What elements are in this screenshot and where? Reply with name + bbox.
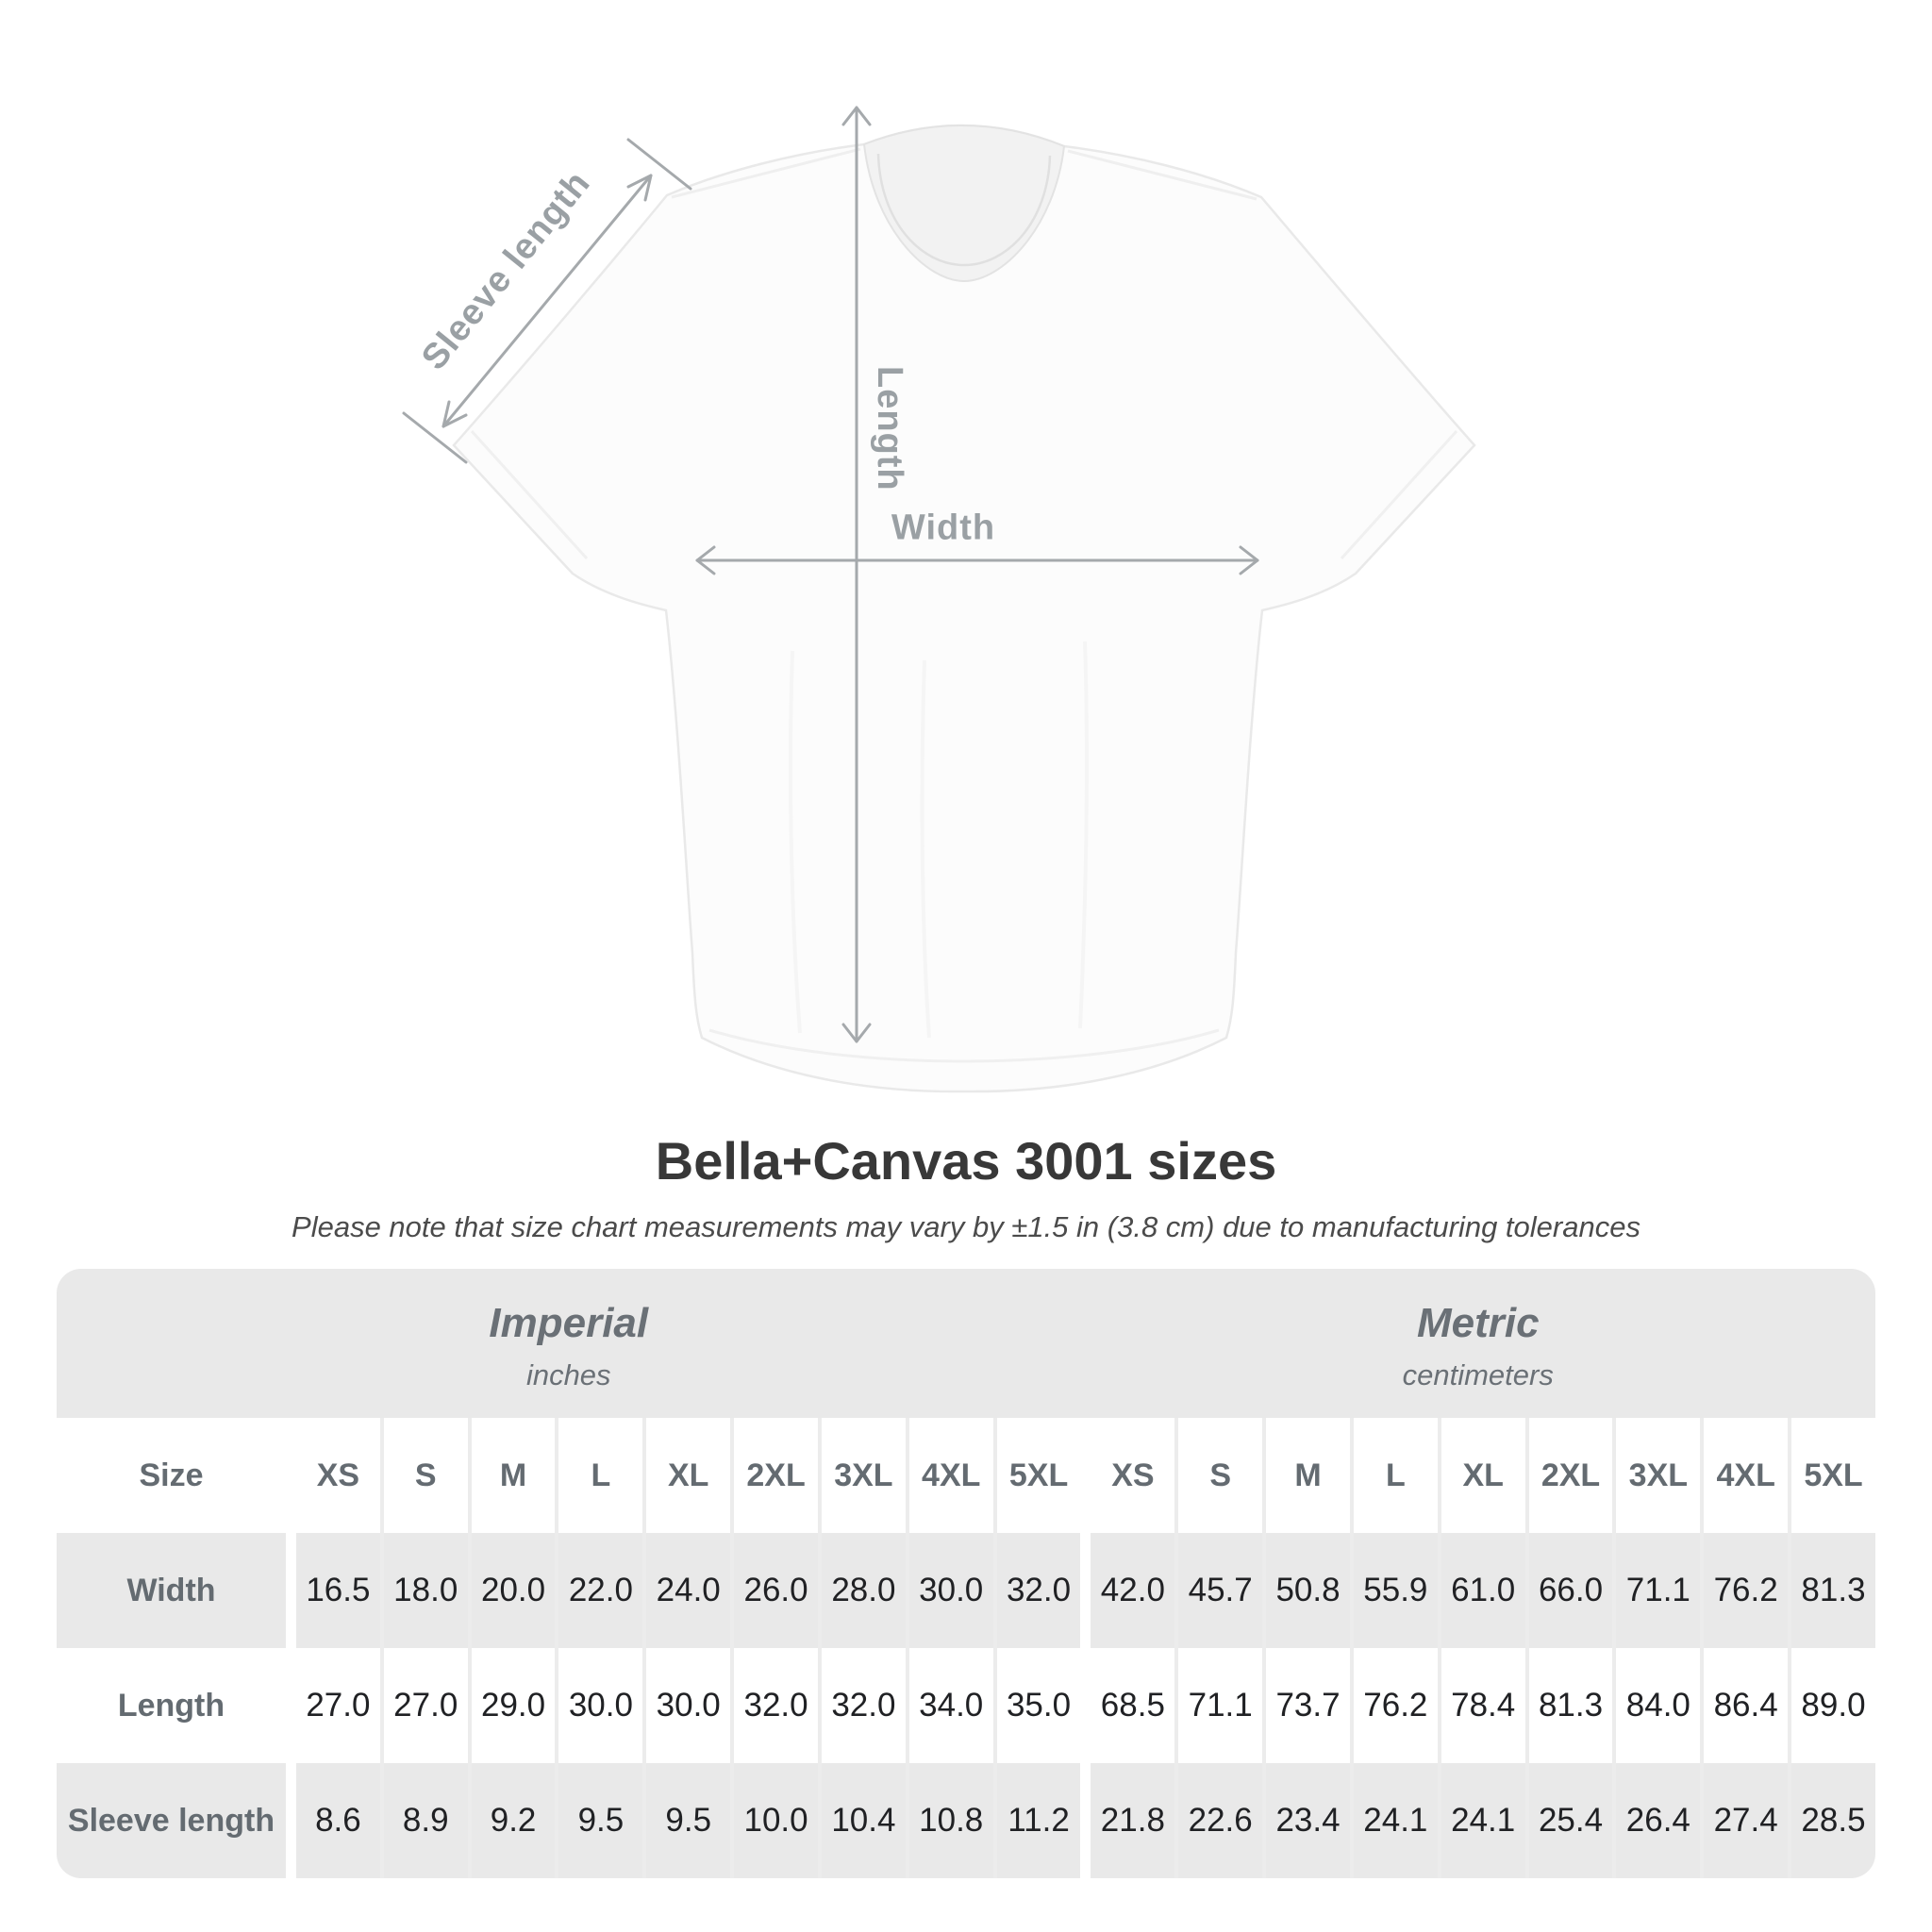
size-header-cell: L (1350, 1418, 1438, 1533)
value-cell: 76.2 (1350, 1648, 1438, 1763)
size-header-cell: M (1262, 1418, 1350, 1533)
size-header-cell: S (380, 1418, 468, 1533)
value-cell: 66.0 (1525, 1533, 1613, 1648)
length-row-label: Length (117, 1687, 225, 1724)
sleeve-length-row (57, 1763, 1875, 1878)
value-cell: 34.0 (906, 1648, 993, 1763)
value-cell: 89.0 (1788, 1648, 1875, 1763)
title-block (0, 1130, 1932, 1244)
value-cell: 8.6 (286, 1763, 380, 1878)
imperial-group-label: Imperial (489, 1300, 649, 1346)
size-header-cell: 5XL (1788, 1418, 1875, 1533)
value-cell: 11.2 (993, 1763, 1081, 1878)
value-cell: 27.0 (380, 1648, 468, 1763)
value-cell: 8.9 (380, 1763, 468, 1878)
size-header-cell: 2XL (730, 1418, 818, 1533)
sleeve-length-label: Sleeve length (414, 163, 599, 378)
imperial-group-unit: inches (525, 1358, 611, 1391)
length-label: Length (870, 366, 909, 491)
width-label: Width (891, 508, 996, 548)
size-header-row (57, 1418, 1875, 1533)
value-cell: 86.4 (1700, 1648, 1788, 1763)
metric-group-header (1081, 1269, 1876, 1418)
value-cell: 26.0 (730, 1533, 818, 1648)
value-cell: 18.0 (380, 1533, 468, 1648)
size-column-header: Size (139, 1457, 204, 1493)
size-header-cell: 4XL (1700, 1418, 1788, 1533)
imperial-group-header (57, 1269, 1081, 1418)
value-cell: 32.0 (730, 1648, 818, 1763)
value-cell: 28.0 (818, 1533, 906, 1648)
length-row (57, 1648, 1875, 1763)
metric-group-label: Metric (1416, 1300, 1540, 1346)
value-cell: 32.0 (818, 1648, 906, 1763)
size-header-cell: XS (286, 1418, 380, 1533)
value-cell: 10.0 (730, 1763, 818, 1878)
value-cell: 71.1 (1612, 1533, 1700, 1648)
unit-group-header (57, 1269, 1875, 1418)
metric-group-unit: centimeters (1402, 1358, 1554, 1391)
size-header-cell: 2XL (1525, 1418, 1613, 1533)
size-header-cell: 3XL (1612, 1418, 1700, 1533)
value-cell: 9.2 (468, 1763, 556, 1878)
size-header-cell: XL (642, 1418, 730, 1533)
size-header-cell: 5XL (993, 1418, 1081, 1533)
size-table (57, 1269, 1875, 1878)
value-cell: 16.5 (286, 1533, 380, 1648)
width-row-label: Width (126, 1572, 216, 1608)
tolerance-note: Please note that size chart measurements may vary by ±1.5 in (3.8 cm) due to manufacturing tolerances (291, 1210, 1641, 1243)
size-header-cell: XL (1438, 1418, 1525, 1533)
value-cell: 26.4 (1612, 1763, 1700, 1878)
sleeve-length-row-label: Sleeve length (67, 1802, 275, 1839)
size-header-cell: L (555, 1418, 642, 1533)
value-cell: 68.5 (1080, 1648, 1174, 1763)
size-header-cell: M (468, 1418, 556, 1533)
value-cell: 76.2 (1700, 1533, 1788, 1648)
value-cell: 61.0 (1438, 1533, 1525, 1648)
value-cell: 9.5 (642, 1763, 730, 1878)
value-cell: 27.0 (286, 1648, 380, 1763)
value-cell: 20.0 (468, 1533, 556, 1648)
value-cell: 30.0 (555, 1648, 642, 1763)
value-cell: 27.4 (1700, 1763, 1788, 1878)
value-cell: 29.0 (468, 1648, 556, 1763)
page-title: Bella+Canvas 3001 sizes (655, 1131, 1277, 1191)
value-cell: 23.4 (1262, 1763, 1350, 1878)
value-cell: 73.7 (1262, 1648, 1350, 1763)
value-cell: 9.5 (555, 1763, 642, 1878)
value-cell: 42.0 (1080, 1533, 1174, 1648)
size-header-cell: 4XL (906, 1418, 993, 1533)
value-cell: 30.0 (906, 1533, 993, 1648)
size-header-cell: XS (1080, 1418, 1174, 1533)
value-cell: 10.4 (818, 1763, 906, 1878)
value-cell: 25.4 (1525, 1763, 1613, 1878)
value-cell: 81.3 (1788, 1533, 1875, 1648)
value-cell: 21.8 (1080, 1763, 1174, 1878)
value-cell: 50.8 (1262, 1533, 1350, 1648)
value-cell: 78.4 (1438, 1648, 1525, 1763)
value-cell: 24.1 (1438, 1763, 1525, 1878)
value-cell: 32.0 (993, 1533, 1081, 1648)
value-cell: 55.9 (1350, 1533, 1438, 1648)
value-cell: 30.0 (642, 1648, 730, 1763)
width-row (57, 1533, 1875, 1648)
value-cell: 81.3 (1525, 1648, 1613, 1763)
value-cell: 45.7 (1174, 1533, 1262, 1648)
value-cell: 24.0 (642, 1533, 730, 1648)
value-cell: 84.0 (1612, 1648, 1700, 1763)
size-header-cell: 3XL (818, 1418, 906, 1533)
value-cell: 35.0 (993, 1648, 1081, 1763)
value-cell: 71.1 (1174, 1648, 1262, 1763)
value-cell: 10.8 (906, 1763, 993, 1878)
value-cell: 24.1 (1350, 1763, 1438, 1878)
value-cell: 28.5 (1788, 1763, 1875, 1878)
size-header-cell: S (1174, 1418, 1262, 1533)
value-cell: 22.6 (1174, 1763, 1262, 1878)
value-cell: 22.0 (555, 1533, 642, 1648)
